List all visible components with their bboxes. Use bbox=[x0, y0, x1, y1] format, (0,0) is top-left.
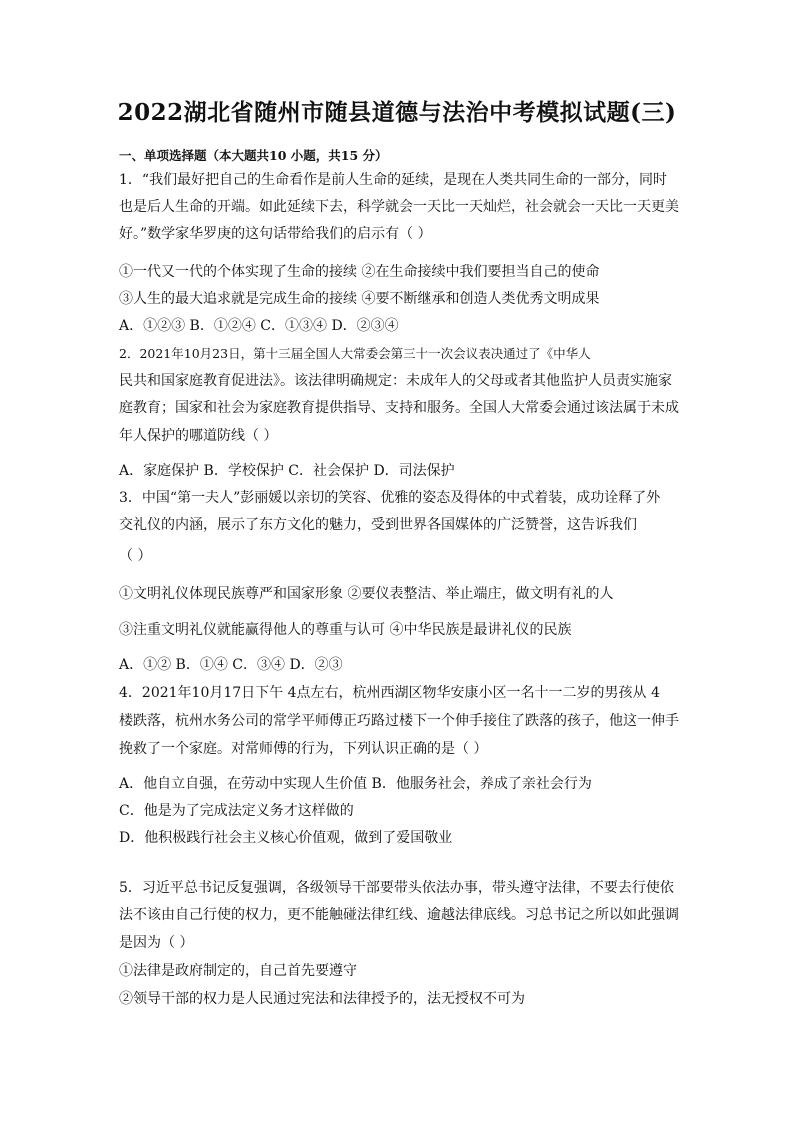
question-4-line: 楼跌落，杭州水务公司的常学平师傅正巧路过楼下一个伸手接住了跌落的孩子，他这一伸手 bbox=[119, 713, 679, 729]
question-5-statement: ①法律是政府制定的，自己首先要遵守 bbox=[119, 963, 357, 979]
question-5-line: 5．习近平总书记反复强调，各级领导干部要带头依法办事，带头遵守法律，不要去行使依 bbox=[119, 880, 674, 896]
question-1-line: 好。”数学家华罗庚的这句话带给我们的启示有（ ） bbox=[119, 226, 432, 242]
question-2-line: 庭教育；国家和社会为家庭教育提供指导、支持和服务。全国人大常委会通过该法属于未成 bbox=[119, 400, 679, 416]
question-1-line: 也是后人生命的开端。如此延续下去，科学就会一天比一天灿烂，社会就会一天比一天更美 bbox=[119, 199, 679, 215]
question-4-option: D．他积极践行社会主义核心价值观，做到了爱国敬业 bbox=[119, 830, 453, 846]
question-5-line: 是因为（ ） bbox=[119, 935, 194, 951]
question-4-option: C．他是为了完成法定义务才这样做的 bbox=[119, 803, 354, 819]
question-2-line: 民共和国家庭教育促进法》。该法律明确规定：未成年人的父母或者其他监护人员责实施家 bbox=[119, 373, 672, 389]
question-1-statement: ③人生的最大追求就是完成生命的接续 ④要不断继承和创造人类优秀文明成果 bbox=[119, 291, 600, 307]
question-1-line: 1．“我们最好把自己的生命看作是前人生命的延续，是现在人类共同生命的一部分，同时 bbox=[119, 172, 668, 188]
document-title: 2022湖北省随州市随县道德与法治中考模拟试题(三) bbox=[117, 99, 677, 126]
question-3-line: 3．中国“第一夫人”彭丽媛以亲切的笑容、优雅的姿态及得体的中式着装，成功诠释了外 bbox=[119, 490, 661, 506]
question-2-options: A．家庭保护 B．学校保护 C．社会保护 D．司法保护 bbox=[119, 463, 455, 479]
question-3-options: A．①② B．①④ C．③④ D．②③ bbox=[119, 657, 343, 673]
question-3-line: 交礼仪的内涵，展示了东方文化的魅力，受到世界各国媒体的广泛赞誉，这告诉我们 bbox=[119, 517, 637, 533]
question-1-options: A．①②③ B．①②④ C．①③④ D．②③④ bbox=[119, 318, 399, 334]
question-3-statement: ①文明礼仪体现民族尊严和国家形象 ②要仪表整洁、举止端庄，做文明有礼的人 bbox=[119, 586, 614, 602]
question-3-statement: ③注重文明礼仪就能赢得他人的尊重与认可 ④中华民族是最讲礼仪的民族 bbox=[119, 622, 572, 638]
question-4-option: A．他自立自强，在劳动中实现人生价值 B．他服务社会，养成了亲社会行为 bbox=[119, 776, 592, 792]
question-5-line: 法不该由自己行使的权力，更不能触碰法律红线、逾越法律底线。习总书记之所以如此强调 bbox=[119, 907, 679, 923]
question-4-line: 挽救了一个家庭。对常师傅的行为，下列认识正确的是（ ） bbox=[119, 741, 488, 757]
question-5-statement: ②领导干部的权力是人民通过宪法和法律授予的，法无授权不可为 bbox=[119, 991, 525, 1007]
question-3-line: （ ） bbox=[119, 548, 152, 564]
question-4-line: 4．2021年10月17日下午 4点左右，杭州西湖区物华安康小区一名十一二岁的男孩从 4 bbox=[119, 685, 660, 701]
question-2-line: 2．2021年10月23日，第十三届全国人大常委会第三十一次会议表决通过了《中华人 bbox=[119, 346, 591, 361]
question-1-statement: ①一代又一代的个体实现了生命的接续 ②在生命接续中我们要担当自己的使命 bbox=[119, 264, 600, 280]
section-heading: 一、单项选择题（本大题共10 小题，共15 分） bbox=[119, 148, 388, 163]
question-2-line: 年人保护的哪道防线（ ） bbox=[119, 428, 278, 444]
